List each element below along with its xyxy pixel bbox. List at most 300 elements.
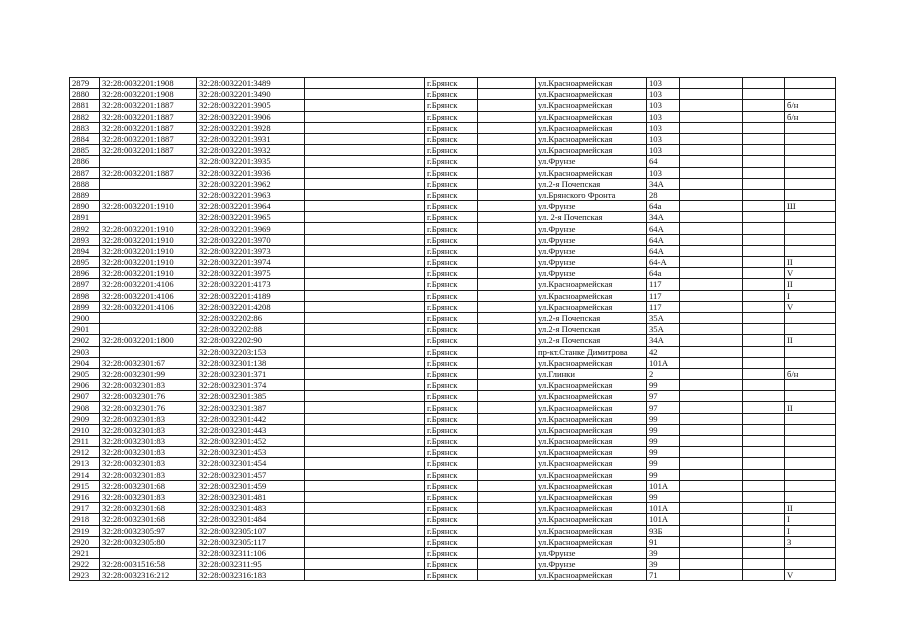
house-number-cell: 97: [647, 391, 680, 402]
house-number-cell: 93Б: [647, 525, 680, 536]
empty-column-cell: [743, 312, 785, 323]
cadastral-number-cell: 32:28:0032201:3931: [197, 133, 305, 144]
street-cell: ул.Красноармейская: [536, 301, 647, 312]
empty-column-cell: [478, 145, 536, 156]
street-cell: ул.Красноармейская: [536, 290, 647, 301]
row-number-cell: 2895: [70, 257, 100, 268]
row-number-cell: 2881: [70, 100, 100, 111]
apartment-cell: V: [785, 301, 836, 312]
empty-column-cell: [478, 178, 536, 189]
street-cell: ул.Красноармейская: [536, 145, 647, 156]
table-row: [70, 391, 836, 402]
house-number-cell: 35А: [647, 324, 680, 335]
parent-cadastral-number-cell: 32:28:0032201:4106: [100, 290, 197, 301]
empty-column-cell: [305, 189, 425, 200]
parent-cadastral-number-cell: [100, 346, 197, 357]
table-row: [70, 212, 836, 223]
cadastral-number-cell: 32:28:0032301:371: [197, 368, 305, 379]
street-cell: ул.Красноармейская: [536, 424, 647, 435]
empty-column-cell: [305, 212, 425, 223]
table-row: [70, 380, 836, 391]
city-cell: г.Брянск: [425, 156, 478, 167]
empty-column-cell: [305, 503, 425, 514]
empty-column-cell: [743, 536, 785, 547]
apartment-cell: [785, 223, 836, 234]
empty-column-cell: [305, 469, 425, 480]
house-number-cell: 34А: [647, 212, 680, 223]
street-cell: ул.2-я Почепская: [536, 335, 647, 346]
street-cell: ул.Фрунзе: [536, 234, 647, 245]
table-row: [70, 346, 836, 357]
house-number-cell: 103: [647, 111, 680, 122]
empty-column-cell: [478, 424, 536, 435]
row-number-cell: 2907: [70, 391, 100, 402]
empty-column-cell: [478, 469, 536, 480]
empty-column-cell: [305, 301, 425, 312]
empty-column-cell: [680, 245, 743, 256]
registry-table: [69, 77, 836, 581]
row-number-cell: 2897: [70, 279, 100, 290]
house-number-cell: 99: [647, 380, 680, 391]
empty-column-cell: [743, 424, 785, 435]
parent-cadastral-number-cell: 32:28:0032201:1910: [100, 201, 197, 212]
row-number-cell: 2896: [70, 268, 100, 279]
house-number-cell: 103: [647, 89, 680, 100]
empty-column-cell: [680, 402, 743, 413]
empty-column-cell: [743, 559, 785, 570]
empty-column-cell: [305, 391, 425, 402]
house-number-cell: 28: [647, 189, 680, 200]
row-number-cell: 2879: [70, 78, 100, 89]
table-row: [70, 201, 836, 212]
parent-cadastral-number-cell: 32:28:0032201:1887: [100, 133, 197, 144]
empty-column-cell: [743, 279, 785, 290]
empty-column-cell: [680, 167, 743, 178]
apartment-cell: [785, 480, 836, 491]
city-cell: г.Брянск: [425, 257, 478, 268]
empty-column-cell: [305, 480, 425, 491]
street-cell: ул.2-я Почепская: [536, 324, 647, 335]
apartment-cell: [785, 447, 836, 458]
empty-column-cell: [743, 78, 785, 89]
empty-column-cell: [680, 111, 743, 122]
apartment-cell: [785, 324, 836, 335]
empty-column-cell: [680, 559, 743, 570]
empty-column-cell: [305, 357, 425, 368]
street-cell: ул.Красноармейская: [536, 402, 647, 413]
house-number-cell: 103: [647, 133, 680, 144]
row-number-cell: 2922: [70, 559, 100, 570]
city-cell: г.Брянск: [425, 100, 478, 111]
table-row: [70, 189, 836, 200]
street-cell: ул.Красноармейская: [536, 100, 647, 111]
apartment-cell: Ш: [785, 201, 836, 212]
cadastral-number-cell: 32:28:0032201:3905: [197, 100, 305, 111]
house-number-cell: 64А: [647, 245, 680, 256]
apartment-cell: [785, 424, 836, 435]
empty-column-cell: [478, 156, 536, 167]
cadastral-number-cell: 32:28:0032201:3489: [197, 78, 305, 89]
house-number-cell: 99: [647, 413, 680, 424]
table-row: [70, 469, 836, 480]
parent-cadastral-number-cell: 32:28:0032316:212: [100, 570, 197, 581]
apartment-cell: [785, 559, 836, 570]
street-cell: ул.Фрунзе: [536, 156, 647, 167]
city-cell: г.Брянск: [425, 234, 478, 245]
row-number-cell: 2920: [70, 536, 100, 547]
parent-cadastral-number-cell: 32:28:0031516:58: [100, 559, 197, 570]
city-cell: г.Брянск: [425, 570, 478, 581]
empty-column-cell: [478, 357, 536, 368]
empty-column-cell: [743, 245, 785, 256]
parent-cadastral-number-cell: 32:28:0032301:83: [100, 424, 197, 435]
city-cell: г.Брянск: [425, 480, 478, 491]
empty-column-cell: [305, 100, 425, 111]
parent-cadastral-number-cell: [100, 156, 197, 167]
table-row: [70, 145, 836, 156]
row-number-cell: 2908: [70, 402, 100, 413]
city-cell: г.Брянск: [425, 178, 478, 189]
apartment-cell: I: [785, 514, 836, 525]
apartment-cell: I: [785, 525, 836, 536]
empty-column-cell: [478, 290, 536, 301]
empty-column-cell: [478, 78, 536, 89]
empty-column-cell: [743, 122, 785, 133]
empty-column-cell: [680, 458, 743, 469]
house-number-cell: 97: [647, 402, 680, 413]
house-number-cell: 64-А: [647, 257, 680, 268]
apartment-cell: [785, 156, 836, 167]
street-cell: ул.Красноармейская: [536, 525, 647, 536]
apartment-cell: [785, 122, 836, 133]
city-cell: г.Брянск: [425, 223, 478, 234]
street-cell: ул.Красноармейская: [536, 357, 647, 368]
city-cell: г.Брянск: [425, 111, 478, 122]
empty-column-cell: [743, 480, 785, 491]
city-cell: г.Брянск: [425, 413, 478, 424]
city-cell: г.Брянск: [425, 391, 478, 402]
parent-cadastral-number-cell: [100, 212, 197, 223]
house-number-cell: 64А: [647, 223, 680, 234]
parent-cadastral-number-cell: 32:28:0032301:76: [100, 402, 197, 413]
city-cell: г.Брянск: [425, 424, 478, 435]
empty-column-cell: [680, 312, 743, 323]
house-number-cell: 2: [647, 368, 680, 379]
empty-column-cell: [305, 178, 425, 189]
house-number-cell: 99: [647, 447, 680, 458]
table-row: [70, 133, 836, 144]
empty-column-cell: [478, 525, 536, 536]
street-cell: ул.Красноармейская: [536, 436, 647, 447]
apartment-cell: [785, 234, 836, 245]
city-cell: г.Брянск: [425, 514, 478, 525]
parent-cadastral-number-cell: 32:28:0032301:68: [100, 514, 197, 525]
empty-column-cell: [478, 447, 536, 458]
street-cell: ул.Красноармейская: [536, 78, 647, 89]
table-row: [70, 89, 836, 100]
empty-column-cell: [743, 100, 785, 111]
parent-cadastral-number-cell: 32:28:0032301:68: [100, 503, 197, 514]
parent-cadastral-number-cell: 32:28:0032301:99: [100, 368, 197, 379]
cadastral-number-cell: 32:28:0032201:4173: [197, 279, 305, 290]
empty-column-cell: [680, 223, 743, 234]
city-cell: г.Брянск: [425, 301, 478, 312]
table-row: [70, 458, 836, 469]
empty-column-cell: [680, 514, 743, 525]
cadastral-number-cell: 32:28:0032301:481: [197, 491, 305, 502]
house-number-cell: 64а: [647, 268, 680, 279]
empty-column-cell: [305, 547, 425, 558]
row-number-cell: 2921: [70, 547, 100, 558]
empty-column-cell: [743, 212, 785, 223]
house-number-cell: 117: [647, 301, 680, 312]
empty-column-cell: [743, 111, 785, 122]
cadastral-number-cell: 32:28:0032311:95: [197, 559, 305, 570]
apartment-cell: б/н: [785, 111, 836, 122]
row-number-cell: 2913: [70, 458, 100, 469]
empty-column-cell: [305, 167, 425, 178]
empty-column-cell: [305, 424, 425, 435]
table-row: [70, 424, 836, 435]
parent-cadastral-number-cell: 32:28:0032201:1887: [100, 100, 197, 111]
empty-column-cell: [680, 324, 743, 335]
empty-column-cell: [305, 279, 425, 290]
city-cell: г.Брянск: [425, 503, 478, 514]
empty-column-cell: [478, 268, 536, 279]
empty-column-cell: [680, 290, 743, 301]
row-number-cell: 2919: [70, 525, 100, 536]
city-cell: г.Брянск: [425, 447, 478, 458]
street-cell: ул.Красноармейская: [536, 458, 647, 469]
table-row: [70, 290, 836, 301]
empty-column-cell: [680, 391, 743, 402]
row-number-cell: 2888: [70, 178, 100, 189]
street-cell: ул.Красноармейская: [536, 447, 647, 458]
empty-column-cell: [305, 380, 425, 391]
table-row: [70, 178, 836, 189]
empty-column-cell: [680, 547, 743, 558]
empty-column-cell: [680, 156, 743, 167]
city-cell: г.Брянск: [425, 133, 478, 144]
cadastral-number-cell: 32:28:0032301:385: [197, 391, 305, 402]
empty-column-cell: [680, 178, 743, 189]
empty-column-cell: [680, 480, 743, 491]
parent-cadastral-number-cell: 32:28:0032201:1908: [100, 78, 197, 89]
empty-column-cell: [478, 514, 536, 525]
empty-column-cell: [478, 245, 536, 256]
row-number-cell: 2892: [70, 223, 100, 234]
row-number-cell: 2886: [70, 156, 100, 167]
parent-cadastral-number-cell: 32:28:0032201:1887: [100, 145, 197, 156]
empty-column-cell: [680, 78, 743, 89]
street-cell: ул.Красноармейская: [536, 89, 647, 100]
row-number-cell: 2889: [70, 189, 100, 200]
empty-column-cell: [743, 324, 785, 335]
street-cell: ул.Красноармейская: [536, 570, 647, 581]
row-number-cell: 2915: [70, 480, 100, 491]
empty-column-cell: [478, 257, 536, 268]
street-cell: ул.Фрунзе: [536, 268, 647, 279]
apartment-cell: [785, 245, 836, 256]
empty-column-cell: [305, 156, 425, 167]
empty-column-cell: [305, 413, 425, 424]
row-number-cell: 2893: [70, 234, 100, 245]
apartment-cell: V: [785, 570, 836, 581]
apartment-cell: [785, 145, 836, 156]
empty-column-cell: [743, 234, 785, 245]
row-number-cell: 2899: [70, 301, 100, 312]
empty-column-cell: [478, 436, 536, 447]
row-number-cell: 2912: [70, 447, 100, 458]
cadastral-number-cell: 32:28:0032201:3964: [197, 201, 305, 212]
city-cell: г.Брянск: [425, 368, 478, 379]
parent-cadastral-number-cell: 32:28:0032301:76: [100, 391, 197, 402]
table-row: [70, 570, 836, 581]
house-number-cell: 91: [647, 536, 680, 547]
empty-column-cell: [680, 491, 743, 502]
street-cell: ул.Красноармейская: [536, 469, 647, 480]
empty-column-cell: [743, 391, 785, 402]
parent-cadastral-number-cell: 32:28:0032301:68: [100, 480, 197, 491]
street-cell: ул.Красноармейская: [536, 380, 647, 391]
row-number-cell: 2918: [70, 514, 100, 525]
row-number-cell: 2904: [70, 357, 100, 368]
house-number-cell: 117: [647, 290, 680, 301]
empty-column-cell: [743, 268, 785, 279]
empty-column-cell: [743, 413, 785, 424]
empty-column-cell: [478, 547, 536, 558]
empty-column-cell: [743, 257, 785, 268]
parent-cadastral-number-cell: 32:28:0032201:1908: [100, 89, 197, 100]
empty-column-cell: [305, 122, 425, 133]
city-cell: г.Брянск: [425, 547, 478, 558]
house-number-cell: 99: [647, 469, 680, 480]
house-number-cell: 103: [647, 78, 680, 89]
empty-column-cell: [680, 525, 743, 536]
empty-column-cell: [478, 201, 536, 212]
house-number-cell: 39: [647, 547, 680, 558]
apartment-cell: б/н: [785, 368, 836, 379]
apartment-cell: [785, 78, 836, 89]
apartment-cell: [785, 469, 836, 480]
empty-column-cell: [478, 480, 536, 491]
parent-cadastral-number-cell: 32:28:0032201:1910: [100, 223, 197, 234]
empty-column-cell: [478, 335, 536, 346]
row-number-cell: 2894: [70, 245, 100, 256]
empty-column-cell: [478, 368, 536, 379]
street-cell: ул.Красноармейская: [536, 122, 647, 133]
cadastral-number-cell: 32:28:0032201:3962: [197, 178, 305, 189]
city-cell: г.Брянск: [425, 335, 478, 346]
row-number-cell: 2906: [70, 380, 100, 391]
empty-column-cell: [478, 167, 536, 178]
table-row: [70, 156, 836, 167]
cadastral-number-cell: 32:28:0032201:3969: [197, 223, 305, 234]
parent-cadastral-number-cell: 32:28:0032301:83: [100, 491, 197, 502]
table-row: [70, 100, 836, 111]
empty-column-cell: [680, 368, 743, 379]
apartment-cell: II: [785, 503, 836, 514]
street-cell: ул.Красноармейская: [536, 279, 647, 290]
house-number-cell: 64А: [647, 234, 680, 245]
empty-column-cell: [478, 491, 536, 502]
street-cell: ул.Брянского Фронта: [536, 189, 647, 200]
empty-column-cell: [478, 312, 536, 323]
empty-column-cell: [743, 189, 785, 200]
empty-column-cell: [680, 145, 743, 156]
cadastral-number-cell: 32:28:0032201:3935: [197, 156, 305, 167]
city-cell: г.Брянск: [425, 312, 478, 323]
empty-column-cell: [743, 514, 785, 525]
empty-column-cell: [478, 391, 536, 402]
parent-cadastral-number-cell: 32:28:0032301:83: [100, 380, 197, 391]
parent-cadastral-number-cell: 32:28:0032301:83: [100, 447, 197, 458]
empty-column-cell: [305, 335, 425, 346]
table-row: [70, 436, 836, 447]
parent-cadastral-number-cell: [100, 178, 197, 189]
apartment-cell: [785, 167, 836, 178]
house-number-cell: 101А: [647, 503, 680, 514]
empty-column-cell: [478, 402, 536, 413]
street-cell: ул.Фрунзе: [536, 245, 647, 256]
apartment-cell: [785, 391, 836, 402]
house-number-cell: 34А: [647, 335, 680, 346]
city-cell: г.Брянск: [425, 201, 478, 212]
table-row: [70, 312, 836, 323]
table-row: [70, 279, 836, 290]
apartment-cell: [785, 547, 836, 558]
row-number-cell: 2884: [70, 133, 100, 144]
city-cell: г.Брянск: [425, 122, 478, 133]
empty-column-cell: [305, 257, 425, 268]
apartment-cell: [785, 133, 836, 144]
empty-column-cell: [305, 324, 425, 335]
street-cell: ул.Красноармейская: [536, 491, 647, 502]
parent-cadastral-number-cell: 32:28:0032201:1910: [100, 257, 197, 268]
cadastral-number-cell: 32:28:0032201:3965: [197, 212, 305, 223]
cadastral-number-cell: 32:28:0032301:457: [197, 469, 305, 480]
street-cell: ул.Глинки: [536, 368, 647, 379]
parent-cadastral-number-cell: 32:28:0032201:1887: [100, 167, 197, 178]
cadastral-number-cell: 32:28:0032201:3932: [197, 145, 305, 156]
empty-column-cell: [478, 346, 536, 357]
empty-column-cell: [743, 223, 785, 234]
cadastral-number-cell: 32:28:0032201:4189: [197, 290, 305, 301]
street-cell: ул.Красноармейская: [536, 536, 647, 547]
empty-column-cell: [478, 212, 536, 223]
apartment-cell: [785, 413, 836, 424]
empty-column-cell: [743, 201, 785, 212]
cadastral-number-cell: 32:28:0032301:442: [197, 413, 305, 424]
empty-column-cell: [743, 178, 785, 189]
empty-column-cell: [680, 380, 743, 391]
empty-column-cell: [478, 324, 536, 335]
empty-column-cell: [743, 503, 785, 514]
house-number-cell: 64а: [647, 201, 680, 212]
street-cell: ул.Красноармейская: [536, 480, 647, 491]
cadastral-number-cell: 32:28:0032301:387: [197, 402, 305, 413]
table-row: [70, 78, 836, 89]
street-cell: ул.Красноармейская: [536, 133, 647, 144]
parent-cadastral-number-cell: 32:28:0032201:1910: [100, 268, 197, 279]
parent-cadastral-number-cell: 32:28:0032301:83: [100, 458, 197, 469]
empty-column-cell: [680, 413, 743, 424]
empty-column-cell: [680, 357, 743, 368]
empty-column-cell: [305, 245, 425, 256]
city-cell: г.Брянск: [425, 279, 478, 290]
street-cell: ул.Красноармейская: [536, 514, 647, 525]
empty-column-cell: [478, 503, 536, 514]
